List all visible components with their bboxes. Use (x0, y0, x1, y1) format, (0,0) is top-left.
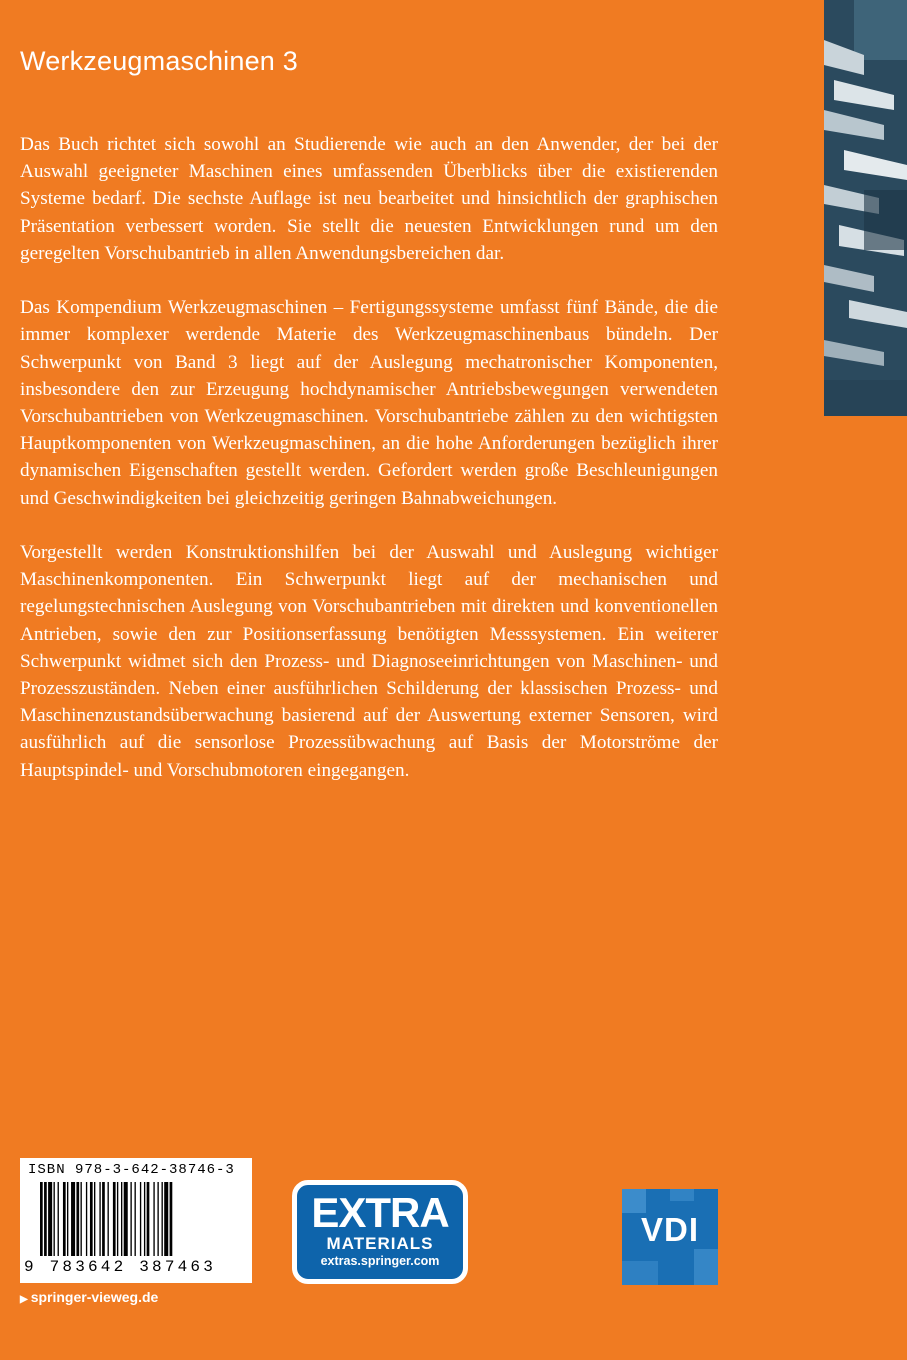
book-title: Werkzeugmaschinen 3 (20, 46, 298, 76)
extra-label: EXTRA (311, 1189, 449, 1236)
barcode-digits: 9 783642 387463 (24, 1258, 217, 1276)
back-cover-blurb (20, 131, 718, 811)
materials-label: MATERIALS (326, 1234, 434, 1253)
machine-gear-image (824, 0, 907, 416)
publisher-link[interactable] (20, 1289, 158, 1305)
cover-photo-strip (824, 0, 907, 416)
arrow-right-icon: ▶ (20, 1294, 28, 1305)
extras-url: extras.springer.com (320, 1254, 440, 1268)
barcode-bars (40, 1182, 244, 1256)
vdi-logo (622, 1189, 718, 1285)
blurb-paragraph-3: Vorgestellt werden Konstruktionshilfen bei der Auswahl und Auslegung wichtiger Maschinenkomponenten. Ein Schwerpunkt liegt auf der mechanischen und regelungstechnischen Auslegung von Vorschubantrieben mit direkten und konventionellen Antrieben, sowie den zur Positionserfassung benötigten Messsystemen. Ein weiterer Schwerpunkt widmet sich den Prozess- und Diagnoseeinrichtungen von Maschinen- und Prozesszuständen. Neben einer ausführlichen Schilderung der klassischen Prozess- und Maschinenzustandsüberwachung basierend auf der Auswertung externer Sensoren, wird ausführlich auf die sensorlose Prozessübwachung auf Basis der Motorströme der Hauptspindel- und Vorschubmotoren eingegangen. (20, 542, 718, 781)
extra-materials-badge[interactable] (292, 1180, 468, 1284)
blurb-paragraph-2: Das Kompendium Werkzeugmaschinen – Fertigungssysteme umfasst fünf Bände, die die immer komplexer werdende Materie des Werkzeugmaschinenbaus bündeln. Der Schwerpunkt von Band 3 liegt auf der Auslegung mechatronischer Komponenten, insbesondere den zur Erzeugung hochdynamischer Antriebsbewegungen verwendeten Vorschubantrieben von Werkzeugmaschinen. Vorschubantriebe zählen zu den wichtigsten Hauptkomponenten von Werkzeugmaschinen, an die hohe Anforderungen bezüglich ihrer dynamischen Eigenschaften gestellt werden. Gefordert werden große Beschleunigungen und Geschwindigkeiten bei gleichzeitig geringen Bahnabweichungen. (20, 297, 718, 509)
vdi-logo-text: VDI (640, 1211, 699, 1248)
isbn-number: ISBN 978-3-642-38746-3 (28, 1162, 235, 1178)
publisher-link-text: springer-vieweg.de (30, 1289, 159, 1305)
blurb-paragraph-1: Das Buch richtet sich sowohl an Studierende wie auch an den Anwender, der bei der Auswahl geeigneter Maschinen eines umfassenden Überblicks über die existierenden Systeme bedarf. Die sechste Auflage ist neu bearbeitet und hinsichtlich der graphischen Präsentation verbessert worden. Sie stellt die neuesten Entwicklungen rund um den geregelten Vorschubantrieb in allen Anwendungsbereichen dar. (20, 134, 718, 264)
isbn-barcode (20, 1158, 252, 1283)
